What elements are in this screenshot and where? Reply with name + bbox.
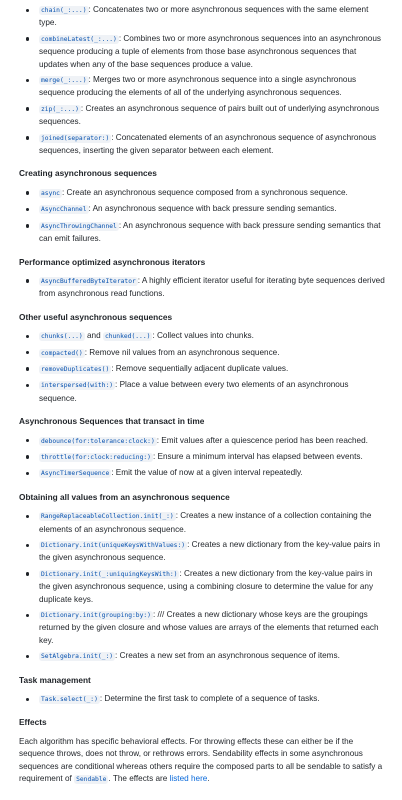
- code-sendable: Sendable: [76, 776, 107, 784]
- code-async: async: [41, 189, 60, 197]
- code-dictionary-uniquing-keys: Dictionary.init(_:uniquingKeysWith:): [41, 570, 178, 578]
- code-chain: chain(_:...): [41, 7, 87, 14]
- item-description: : Merges two or more asynchronous sequence into a single asynchronous sequence producing the elements of all of the underlying asynchronous sequences.: [39, 75, 357, 98]
- list-item: [39, 568, 385, 606]
- effects-text-middle: . The effects are: [108, 774, 168, 784]
- heading-creating-sequences: Creating asynchronous sequences: [19, 168, 157, 179]
- algorithm-list-time: [19, 435, 385, 481]
- list-item: [39, 363, 385, 376]
- list-item: [39, 347, 385, 360]
- item-description: : Remove nil values from an asynchronous sequence.: [84, 347, 280, 357]
- list-item: [39, 103, 385, 129]
- item-description: : Remove sequentially adjacent duplicate values.: [111, 363, 289, 373]
- algorithm-list-combining: [19, 4, 385, 157]
- code-async-channel: AsyncChannel: [41, 206, 87, 214]
- code-joined: joined(separator:): [41, 134, 110, 142]
- item-description: : An asynchronous sequence with back pressure sending semantics.: [88, 204, 337, 214]
- item-description: : Emit the value of now at a given interval repeatedly.: [111, 468, 303, 478]
- heading-task-management: Task management: [19, 674, 91, 685]
- item-description: : Ensure a minimum interval has elapsed between events.: [152, 451, 363, 461]
- heading-obtaining-values: Obtaining all values from an asynchronous sequence: [19, 491, 230, 502]
- list-item: [39, 451, 385, 464]
- item-description: : Creates a new dictionary from the key-value pairs in the given asynchronous sequence.: [39, 540, 381, 563]
- list-item: [39, 4, 385, 30]
- list-item: [39, 539, 385, 565]
- effects-paragraph: [19, 736, 385, 787]
- and-word: and: [86, 331, 101, 341]
- item-description: : Place a value between every two elements of an asynchronous sequence.: [39, 380, 349, 403]
- heading-transact-in-time: Asynchronous Sequences that transact in time: [19, 416, 205, 427]
- code-set-algebra-init: SetAlgebra.init(_:): [41, 653, 114, 661]
- list-item: [39, 650, 385, 663]
- code-throttle: throttle(for:clock:reducing:): [41, 453, 151, 461]
- code-async-throwing-channel: AsyncThrowingChannel: [41, 222, 117, 230]
- code-debounce: debounce(for:tolerance:clock:): [41, 437, 155, 445]
- item-description: : An asynchronous sequence with back pressure sending semantics that can emit failures.: [39, 220, 381, 244]
- item-description: : Combines two or more asynchronous sequences into an asynchronous sequence producing a tuple of elements from those base asynchronous sequences that updates when any of the base sequences produce a value.: [39, 33, 381, 69]
- code-range-replaceable-init: RangeReplaceableCollection.init(_:): [41, 513, 174, 521]
- list-item: [39, 693, 385, 706]
- algorithm-list-other: [19, 330, 385, 405]
- effects-text-after: .: [207, 774, 210, 784]
- list-item: [39, 187, 385, 200]
- code-interspersed: interspersed(with:): [41, 382, 114, 390]
- item-description: : Concatenates two or more asynchronous sequences with the same element type.: [39, 5, 369, 28]
- list-item: [39, 220, 385, 246]
- code-merge: merge(_:...): [41, 77, 87, 85]
- item-description: : Determine the first task to complete of a sequence of tasks.: [99, 694, 320, 704]
- item-description: : A highly efficient iterator useful for iterating byte sequences derived from asynchronous read functions.: [39, 275, 385, 299]
- list-item: [39, 435, 385, 448]
- item-description: : Creates a new instance of a collection containing the elements of an asynchronous sequence.: [39, 511, 372, 534]
- code-chunked: chunked(...): [104, 333, 151, 341]
- code-async-timer-sequence: AsyncTimerSequence: [41, 470, 110, 478]
- list-item: [39, 467, 385, 480]
- list-item: [39, 510, 385, 536]
- list-item: [39, 132, 385, 158]
- item-description: : Collect values into chunks.: [152, 331, 254, 341]
- algorithm-list-creating: [19, 187, 385, 246]
- item-description: : Create an asynchronous sequence composed from a synchronous sequence.: [61, 187, 348, 197]
- item-description: : Emit values after a quiescence period has been reached.: [156, 435, 368, 445]
- algorithm-list-obtaining: [19, 510, 385, 663]
- code-combine-latest: combineLatest(_:...): [41, 35, 117, 43]
- list-item: [39, 74, 385, 100]
- list-item: [39, 203, 385, 216]
- code-remove-duplicates: removeDuplicates(): [41, 365, 110, 373]
- code-async-buffered-byte-iterator: AsyncBufferedByteIterator: [41, 277, 136, 285]
- heading-other-useful: Other useful asynchronous sequences: [19, 311, 173, 322]
- algorithm-list-task: [19, 693, 385, 706]
- list-item: [39, 379, 385, 405]
- item-description: : Concatenated elements of an asynchronous sequence of asynchronous sequences, inserting the given separator between each element.: [39, 132, 377, 156]
- heading-performance-iterators: Performance optimized asynchronous iterators: [19, 256, 206, 267]
- code-task-select: Task.select(_:): [41, 696, 98, 704]
- item-description: : Creates an asynchronous sequence of pairs built out of underlying asynchronous sequences.: [39, 103, 380, 127]
- list-item: [39, 275, 385, 301]
- list-item: [39, 609, 385, 647]
- code-zip: zip(_:...): [41, 105, 79, 113]
- algorithm-list-performance: [19, 275, 385, 301]
- effects-text-before: Each algorithm has specific behavioral effects. For throwing effects these can either be if the sequence throws, does not throw, or rethrows errors. Sendability effects in some asynchronous sequences are conditional whereas others require the composed parts to all be sendable to satisfy a requirement of: [19, 736, 383, 784]
- item-description: : /// Creates a new dictionary whose keys are the groupings returned by the given closure and whose values are arrays of the elements that returned each key.: [39, 610, 379, 645]
- code-dictionary-grouping: Dictionary.init(grouping:by:): [41, 612, 151, 620]
- effects-listed-here-link[interactable]: listed here: [169, 774, 208, 784]
- code-compacted: compacted(): [41, 349, 83, 357]
- list-item: [39, 33, 385, 71]
- list-item: [39, 330, 385, 343]
- item-description: : Creates a new set from an asynchronous sequence of items.: [115, 651, 340, 661]
- item-description: : Creates a new dictionary from the key-value pairs in the given asynchronous sequence, using a combining closure to determine the value for any duplicate keys.: [39, 568, 374, 604]
- code-chunks: chunks(...): [41, 333, 83, 341]
- heading-effects: Effects: [19, 717, 47, 728]
- code-dictionary-unique-keys: Dictionary.init(uniqueKeysWithValues:): [41, 542, 186, 549]
